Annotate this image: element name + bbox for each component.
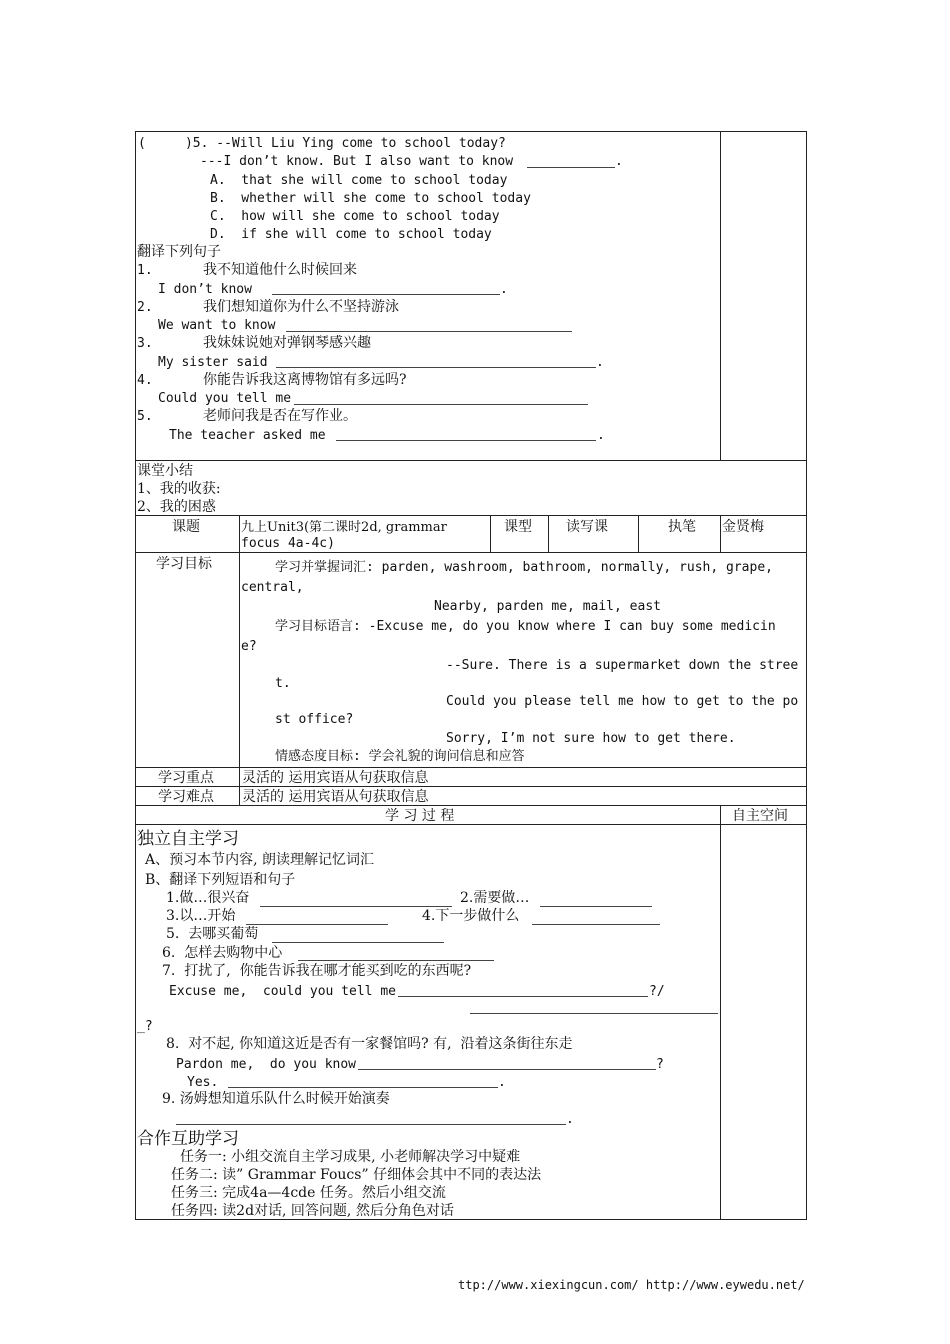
goal-lang-e: Could you please tell me how to get to the po bbox=[446, 694, 799, 709]
coop-task-1: 任务一: 小组交流自主学习成果, 小老师解决学习中疑难 bbox=[180, 1149, 521, 1165]
self-study-title: 独立自主学习 bbox=[137, 829, 239, 849]
translate-blank-5[interactable] bbox=[336, 440, 596, 441]
translate-num-2: 2. bbox=[137, 300, 153, 315]
self-study-a: A、预习本节内容, 朗读理解记忆词汇 bbox=[145, 852, 375, 868]
goal-lang-g: Sorry, I’m not sure how to get there. bbox=[446, 731, 736, 746]
table-right-border bbox=[806, 131, 807, 1220]
topic-line-1: 九上Unit3(第二课时2d, grammar bbox=[241, 520, 447, 535]
coop-task-4: 任务四: 读2d对话, 回答问题, 然后分角色对话 bbox=[171, 1203, 454, 1219]
summary-confusion: 2、我的困惑 bbox=[137, 499, 216, 515]
translate-blank-4[interactable] bbox=[294, 404, 588, 405]
phrase-7-en: Excuse me, could you tell me bbox=[169, 984, 396, 999]
col-line-3 bbox=[548, 515, 549, 552]
process-space-divider bbox=[720, 805, 721, 1220]
phrase-8-en: Pardon me, do you know bbox=[176, 1057, 357, 1072]
phrase-9-blank[interactable] bbox=[176, 1124, 566, 1125]
phrase-9-end: . bbox=[566, 1112, 574, 1127]
phrase-8-yes-blank[interactable] bbox=[228, 1087, 498, 1088]
phrase-7: 7. 打扰了, 你能告诉我在哪才能买到吃的东西呢? bbox=[162, 963, 472, 979]
translate-cn-2: 我们想知道你为什么不坚持游泳 bbox=[203, 299, 399, 315]
translate-en-1: I don’t know bbox=[158, 282, 252, 297]
process-header-bottom bbox=[135, 824, 807, 825]
col-line-2 bbox=[490, 515, 491, 552]
space-label: 自主空间 bbox=[732, 808, 788, 824]
goal-lang-d: t. bbox=[275, 676, 291, 691]
phrase-4: 4.下一步做什么 bbox=[422, 908, 520, 924]
focus-value: 灵活的 运用宾语从句获取信息 bbox=[242, 770, 429, 786]
phrase-3: 3.以…开始 bbox=[166, 908, 236, 924]
col-line-4 bbox=[638, 515, 639, 552]
col-line-5 bbox=[720, 515, 721, 552]
translate-title: 翻译下列句子 bbox=[137, 244, 221, 260]
translate-cn-4: 你能告诉我这离博物馆有多远吗? bbox=[203, 372, 407, 388]
table-left-border bbox=[135, 131, 136, 1220]
summary-bottom bbox=[135, 515, 807, 516]
phrase-blank-3[interactable] bbox=[246, 924, 388, 925]
phrase-9: 9. 汤姆想知道乐队什么时候开始演奏 bbox=[162, 1091, 390, 1107]
phrase-blank-4[interactable] bbox=[532, 924, 660, 925]
footer-links[interactable]: ttp://www.xiexingcun.com/ http://www.eywedu.net/ bbox=[458, 1278, 805, 1292]
phrase-8-blank[interactable] bbox=[358, 1069, 656, 1070]
phrase-5: 5. 去哪买葡萄 bbox=[166, 926, 259, 942]
translate-num-5: 5. bbox=[137, 409, 153, 424]
translate-end-5: . bbox=[597, 428, 605, 443]
phrase-7-tail: _? bbox=[137, 1019, 153, 1034]
table-top-border bbox=[135, 131, 807, 132]
question-5: ( )5. --Will Liu Ying come to school today? bbox=[138, 136, 506, 151]
focus-label: 学习重点 bbox=[158, 770, 214, 786]
phrase-8-end: ? bbox=[656, 1057, 664, 1072]
goal-lang-b: e? bbox=[241, 639, 257, 654]
phrase-8-yes: Yes. bbox=[187, 1075, 219, 1090]
translate-cn-1: 我不知道他什么时候回来 bbox=[203, 262, 357, 278]
goal-lang-c: --Sure. There is a supermarket down the stree bbox=[446, 658, 799, 673]
translate-en-4: Could you tell me bbox=[158, 391, 292, 406]
question-5-answer: ---I don’t know. But I also want to know bbox=[200, 154, 514, 169]
translate-end-3: . bbox=[596, 355, 604, 370]
type-label: 课型 bbox=[504, 519, 532, 535]
topic-label: 课题 bbox=[172, 519, 200, 535]
coop-task-2: 任务二: 读” Grammar Foucs” 仔细体会其中不同的表达法 bbox=[171, 1167, 542, 1183]
translate-cn-5: 老师问我是否在写作业。 bbox=[203, 408, 357, 424]
translate-num-3: 3. bbox=[137, 336, 153, 351]
phrase-blank-5[interactable] bbox=[272, 942, 444, 943]
teacher-label: 执笔 bbox=[668, 519, 696, 535]
goal-vocab-a: 学习并掌握词汇: parden, washroom, bathroom, normally, rush, grape, bbox=[275, 560, 773, 575]
topic-line-2: focus 4a-4c) bbox=[241, 536, 335, 551]
phrase-7-blank[interactable] bbox=[398, 996, 648, 997]
phrase-8: 8. 对不起, 你知道这近是否有一家餐馆吗? 有, 沿着这条街往东走 bbox=[166, 1036, 573, 1052]
goal-vocab-b: central, bbox=[241, 580, 304, 595]
phrase-blank-2[interactable] bbox=[540, 906, 652, 907]
option-a[interactable]: A. that she will come to school today bbox=[210, 173, 508, 188]
translate-blank-1[interactable] bbox=[272, 294, 500, 295]
phrase-2: 2.需要做… bbox=[460, 890, 530, 906]
phrase-7-blank-2[interactable] bbox=[470, 1013, 718, 1014]
question-5-end: . bbox=[615, 154, 623, 169]
goal-lang-f: st office? bbox=[275, 712, 354, 727]
summary-title: 课堂小结 bbox=[137, 463, 193, 479]
option-c[interactable]: C. how will she come to school today bbox=[210, 209, 500, 224]
translate-num-4: 4. bbox=[137, 373, 153, 388]
phrase-blank-6[interactable] bbox=[298, 960, 494, 961]
goal-vocab-c: Nearby, parden me, mail, east bbox=[434, 599, 661, 614]
goals-row-bottom bbox=[135, 767, 807, 768]
translate-en-3: My sister said bbox=[158, 355, 268, 370]
coop-task-3: 任务三: 完成4a—4cde 任务。然后小组交流 bbox=[171, 1185, 446, 1201]
question-5-blank[interactable] bbox=[527, 167, 615, 168]
difficulty-value: 灵活的 运用宾语从句获取信息 bbox=[242, 789, 429, 805]
translate-end-1: . bbox=[500, 282, 508, 297]
translate-blank-3[interactable] bbox=[276, 367, 596, 368]
col-line-1 bbox=[239, 515, 240, 805]
process-label: 学 习 过 程 bbox=[385, 808, 455, 824]
summary-gain: 1、我的收获: bbox=[137, 481, 221, 497]
translate-en-5: The teacher asked me bbox=[169, 428, 326, 443]
phrase-8-yes-end: . bbox=[498, 1075, 506, 1090]
teacher-value: 金贤梅 bbox=[722, 519, 764, 535]
phrase-blank-1[interactable] bbox=[260, 906, 452, 907]
top-section-bottom bbox=[135, 460, 807, 461]
type-value: 读写课 bbox=[566, 519, 608, 535]
top-space-divider bbox=[720, 131, 721, 460]
option-d[interactable]: D. if she will come to school today bbox=[210, 227, 492, 242]
goal-attitude: 情感态度目标: 学会礼貌的询问信息和应答 bbox=[275, 749, 525, 764]
phrase-7-end: ?/ bbox=[649, 984, 665, 999]
goal-lang-a: 学习目标语言: -Excuse me, do you know where I can buy some medicin bbox=[275, 619, 776, 634]
difficulty-row-bottom bbox=[135, 805, 807, 806]
goals-label: 学习目标 bbox=[156, 556, 212, 572]
phrase-1: 1.做…很兴奋 bbox=[166, 890, 250, 906]
translate-en-2: We want to know bbox=[158, 318, 276, 333]
self-study-b: B、翻译下列短语和句子 bbox=[145, 872, 296, 888]
phrase-6: 6. 怎样去购物中心 bbox=[162, 945, 283, 961]
translate-blank-2[interactable] bbox=[286, 331, 572, 332]
coop-study-title: 合作互助学习 bbox=[137, 1129, 239, 1149]
difficulty-label: 学习难点 bbox=[158, 789, 214, 805]
focus-row-bottom bbox=[135, 786, 807, 787]
header-row-bottom bbox=[135, 552, 807, 553]
translate-num-1: 1. bbox=[137, 263, 153, 278]
translate-cn-3: 我妹妹说她对弹钢琴感兴趣 bbox=[203, 335, 371, 351]
option-b[interactable]: B. whether will she come to school today bbox=[210, 191, 531, 206]
